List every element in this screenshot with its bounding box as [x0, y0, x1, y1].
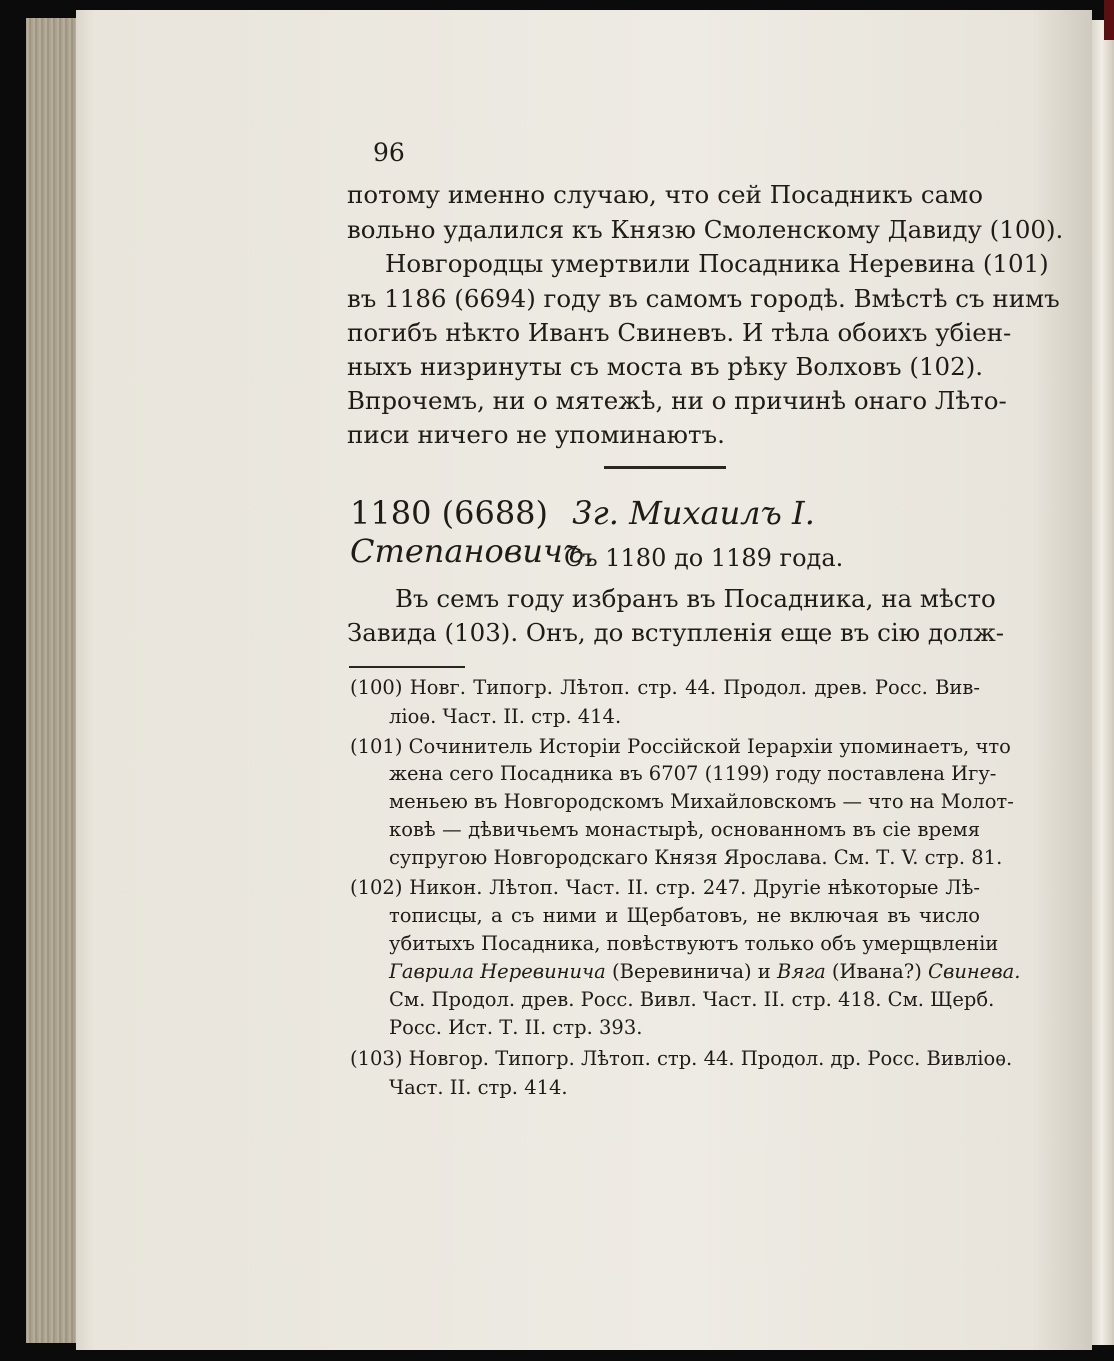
section-year: 1180 (6688) — [350, 494, 549, 532]
footnote-100-line: (100) Новг. Типогр. Лѣтоп. стр. 44. Продол. древ. Росс. Вив- — [350, 676, 980, 699]
footnote-103-line: Част. II. стр. 414. — [389, 1076, 568, 1099]
footnote-102-name: Гаврила Неревинича — [389, 960, 606, 983]
body-line: въ 1186 (6694) году въ самомъ городѣ. Вмѣстѣ съ нимъ — [347, 284, 1060, 313]
footnote-103-line: (103) Новгор. Типогр. Лѣтоп. стр. 44. Продол. др. Росс. Вивлiоѳ. — [350, 1047, 1013, 1070]
section-divider — [604, 466, 726, 469]
body-line: писи ничего не упоминаютъ. — [347, 420, 725, 449]
footnote-102-line: См. Продол. древ. Росс. Вивл. Част. II. стр. 418. См. Щерб. — [389, 988, 995, 1011]
footnote-102-name: Свинева. — [928, 960, 1021, 983]
footnote-101-line: (101) Сочинитель Исторiи Россiйской Iерархiи упоминаетъ, что — [350, 735, 1011, 758]
footnote-102-line: Росс. Ист. Т. II. стр. 393. — [389, 1016, 643, 1039]
footnote-101-line: супругою Новгородскаго Князя Ярослава. См. Т. V. стр. 81. — [389, 846, 1003, 869]
section-subheading: Съ 1180 до 1189 года. — [564, 544, 844, 572]
footnote-101-line: жена сего Посадника въ 6707 (1199) году поставлена Игу- — [389, 762, 997, 785]
page-number: 96 — [373, 138, 405, 167]
footnote-102-line: (102) Никон. Лѣтоп. Част. II. стр. 247. Другiе нѣкоторые Лѣ- — [350, 876, 980, 899]
footnote-102-text: (Ивана?) — [825, 960, 929, 983]
body-line: потому именно случаю, что сей Посадникъ само — [347, 180, 983, 209]
body-line: вольно удалился къ Князю Смоленскому Давиду (100). — [347, 215, 1064, 244]
binding-ribbon — [1104, 0, 1114, 40]
footnote-separator — [349, 666, 465, 668]
body-line: Впрочемъ, ни о мятежѣ, ни о причинѣ онаго Лѣто- — [347, 386, 1007, 415]
body-line: погибъ нѣкто Иванъ Свиневъ. И тѣла обоихъ убiен- — [347, 318, 1012, 347]
footnote-102-line: тописцы, а съ ними и Щербатовъ, не включая въ число — [389, 904, 980, 927]
footnote-102-name: Вяга — [777, 960, 826, 983]
footnote-100-line: лiоѳ. Част. II. стр. 414. — [389, 705, 622, 728]
body-line: Новгородцы умертвили Посадника Неревина (101) — [385, 249, 1049, 278]
footnote-102-line: убитыхъ Посадника, повѣствуютъ только объ умерщвленiи — [389, 932, 999, 955]
section-title: 3г. Михаилъ I. Степановичъ. — [350, 494, 815, 570]
body-line: ныхъ низринуты съ моста въ рѣку Волховъ (102). — [347, 352, 984, 381]
footnote-102-text: (Веревинича) и — [605, 960, 777, 983]
footnote-101-line: ковѣ — дѣвичьемъ монастырѣ, основанномъ въ сiе время — [389, 818, 980, 841]
footnote-101-line: меньею въ Новгородскомъ Михайловскомъ — что на Молот- — [389, 790, 1014, 813]
section-body-line: Завида (103). Онъ, до вступленiя еще въ сiю долж- — [347, 618, 1005, 647]
adjacent-page-edge — [1090, 20, 1114, 1345]
section-body-line: Въ семъ году избранъ въ Посадника, на мѣсто — [395, 584, 996, 613]
footnote-102-line — [389, 960, 1021, 983]
